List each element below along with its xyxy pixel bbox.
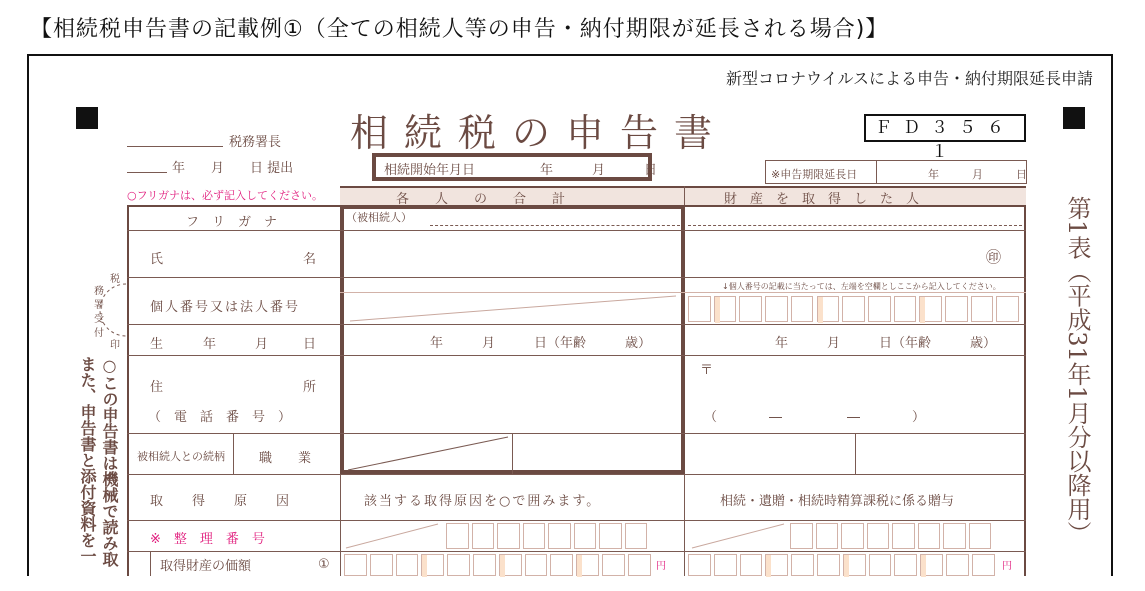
digit-cell[interactable] — [740, 554, 763, 576]
acquirer-birth: 年 月 日（年齢 歳） — [775, 336, 997, 351]
cause-label: 取 得 原 因 — [150, 494, 291, 509]
digit-cell[interactable] — [816, 523, 839, 549]
acquirer-phone: （ ― ― ） — [704, 410, 926, 425]
form-title: 相続税の申告書 — [350, 111, 729, 155]
yen-unit-right: 円 — [1002, 561, 1012, 572]
furigana-label: フ リ ガ ナ — [186, 215, 278, 230]
decedent-birth: 年 月 日（年齢 歳） — [430, 336, 652, 351]
start-date-label: 相続開始年月日 — [384, 163, 476, 178]
ref-diagonal-right — [688, 521, 788, 550]
digit-cell[interactable] — [843, 554, 866, 576]
digit-cell[interactable] — [574, 523, 597, 549]
seal-icon: ㊞ — [986, 248, 1002, 266]
name-label-a: 氏 — [150, 252, 164, 267]
digit-cell[interactable] — [714, 296, 737, 322]
digit-cell[interactable] — [945, 296, 968, 322]
phone-label: （ 電 話 番 号 ） — [148, 410, 292, 425]
stamp-char: 受 — [94, 314, 104, 325]
relation-diagonal — [342, 434, 512, 473]
digit-cell[interactable] — [765, 554, 788, 576]
digit-cell[interactable] — [525, 554, 548, 576]
digit-cell[interactable] — [996, 296, 1019, 322]
extension-fields: 年 月 日 — [928, 168, 1027, 181]
digit-cell[interactable] — [894, 296, 917, 322]
column-acquirer-header: 財 産 を 取 得 し た 人 — [724, 192, 920, 207]
digit-cell[interactable] — [943, 523, 966, 549]
digit-cell[interactable] — [602, 554, 625, 576]
tax-office-label: 税務署長 — [229, 135, 282, 150]
digit-cell[interactable] — [969, 523, 992, 549]
digit-cell[interactable] — [550, 554, 573, 576]
digit-cell[interactable] — [894, 554, 917, 576]
digit-cell[interactable] — [790, 523, 813, 549]
address-label-a: 住 — [150, 380, 164, 395]
digit-cell[interactable] — [918, 523, 941, 549]
birth-label-b: 年 — [203, 337, 217, 352]
digit-cell[interactable] — [396, 554, 419, 576]
number-diagonal — [342, 293, 683, 324]
digit-cell[interactable] — [628, 554, 651, 576]
digit-cell[interactable] — [791, 554, 814, 576]
digit-cell[interactable] — [817, 554, 840, 576]
digit-cell[interactable] — [446, 523, 469, 549]
digit-cell[interactable] — [548, 523, 571, 549]
registration-mark — [1063, 107, 1085, 129]
ref-diagonal — [342, 521, 442, 550]
occupation-label: 職 業 — [259, 451, 312, 466]
decedent-label: （被相続人） — [346, 211, 412, 224]
reference-number-cells-right[interactable] — [790, 523, 995, 549]
relation-label: 被相続人との続柄 — [137, 450, 225, 463]
digit-cell[interactable] — [869, 554, 892, 576]
table-title-vertical: 第1表（平成31年1月分以降用） — [1063, 196, 1091, 546]
number-note: ↓個人番号の記載に当たっては、左端を空欄としここから記入してください。 — [722, 282, 1001, 291]
digit-cell[interactable] — [841, 523, 864, 549]
cause-options: 相続・遺贈・相続時精算課税に係る贈与 — [720, 494, 955, 509]
digit-cell[interactable] — [472, 523, 495, 549]
furigana-note: ○フリガナは、必ず記入してください。 — [127, 189, 324, 202]
digit-cell[interactable] — [344, 554, 367, 576]
stamp-char: 印 — [110, 340, 120, 351]
digit-cell[interactable] — [817, 296, 840, 322]
digit-cell[interactable] — [892, 523, 915, 549]
digit-cell[interactable] — [576, 554, 599, 576]
digit-cell[interactable] — [739, 296, 762, 322]
extension-notice: 新型コロナウイルスによる申告・納付期限延長申請 — [725, 69, 1093, 88]
digit-cell[interactable] — [473, 554, 496, 576]
digit-cell[interactable] — [370, 554, 393, 576]
digit-cell[interactable] — [791, 296, 814, 322]
side-note-1: ○この申告書は機械で読み取 — [100, 356, 119, 567]
reference-label: ※ 整 理 番 号 — [150, 532, 265, 547]
page-heading: 【相続税申告書の記載例①（全ての相続人等の申告・納付期限が延長される場合)】 — [30, 17, 889, 42]
digit-cell[interactable] — [971, 296, 994, 322]
digit-cell[interactable] — [447, 554, 470, 576]
digit-cell[interactable] — [714, 554, 737, 576]
side-note-2: また、申告書と添付資料を一 — [78, 356, 97, 564]
postal-mark: 〒 — [700, 363, 714, 378]
birth-label-a: 生 — [150, 337, 164, 352]
birth-label-d: 日 — [303, 337, 317, 352]
digit-cell[interactable] — [868, 296, 891, 322]
stamp-char: 署 — [94, 300, 104, 311]
digit-cell[interactable] — [625, 523, 648, 549]
birth-label-c: 月 — [255, 337, 269, 352]
digit-cell[interactable] — [972, 554, 995, 576]
cause-instruction: 該当する取得原因を○で囲みます。 — [364, 494, 602, 509]
digit-cell[interactable] — [688, 296, 711, 322]
digit-cell[interactable] — [842, 296, 865, 322]
digit-cell[interactable] — [765, 296, 788, 322]
yen-unit: 円 — [656, 561, 666, 572]
digit-cell[interactable] — [523, 523, 546, 549]
digit-cell[interactable] — [497, 523, 520, 549]
submission-date: 年 月 日 提出 — [172, 161, 294, 176]
asset-value-cells-right[interactable] — [688, 554, 998, 576]
digit-cell[interactable] — [499, 554, 522, 576]
name-label-b: 名 — [303, 252, 317, 267]
form-code: ＦＤ３５６１ — [864, 114, 1026, 142]
start-date-fields: 年 月 日 — [540, 163, 658, 178]
column-total-header: 各 人 の 合 計 — [396, 192, 566, 207]
digit-cell[interactable] — [867, 523, 890, 549]
stamp-char: 付 — [94, 328, 104, 339]
asset-value-label: 取得財産の価額 — [160, 559, 252, 574]
registration-mark — [76, 107, 98, 129]
digit-cell[interactable] — [688, 554, 711, 576]
digit-cell[interactable] — [919, 296, 942, 322]
extension-label: ※申告期限延長日 — [771, 168, 858, 181]
asset-value-cells[interactable] — [344, 554, 654, 576]
digit-cell[interactable] — [920, 554, 943, 576]
digit-cell[interactable] — [946, 554, 969, 576]
digit-cell[interactable] — [599, 523, 622, 549]
address-label-b: 所 — [303, 380, 317, 395]
stamp-char: 税 — [110, 274, 120, 285]
number-label: 個人番号又は法人番号 — [150, 300, 301, 315]
reference-number-cells[interactable] — [446, 523, 651, 549]
individual-number-cells[interactable] — [688, 296, 1023, 322]
asset-row-number: ① — [318, 557, 330, 572]
digit-cell[interactable] — [421, 554, 444, 576]
stamp-char: 務 — [94, 286, 104, 297]
